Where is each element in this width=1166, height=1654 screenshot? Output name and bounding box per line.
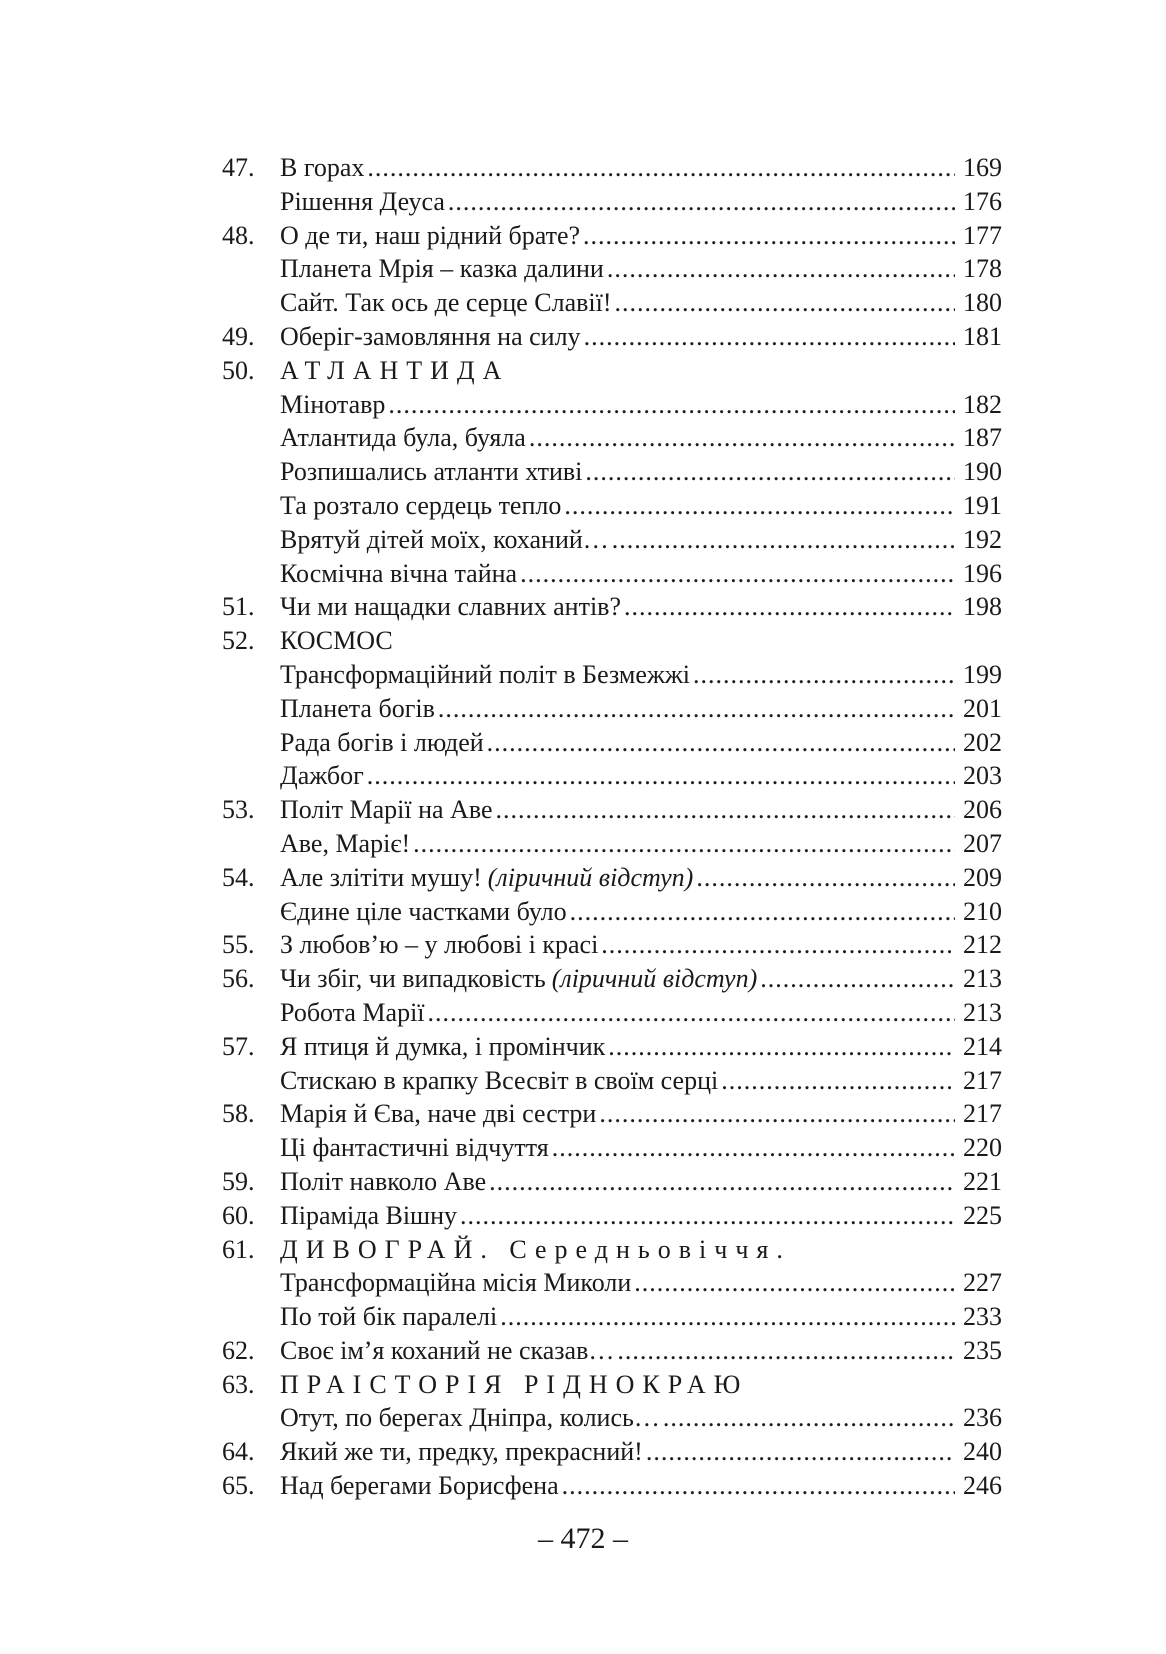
toc-leader-dots bbox=[388, 388, 955, 422]
toc-entry-title: Чи збіг, чи випадковість bbox=[280, 964, 546, 994]
toc-entry-title: З любов’ю – у любові і красі bbox=[280, 930, 599, 960]
toc-entry bbox=[222, 827, 1002, 861]
toc-leader-dots bbox=[696, 861, 955, 895]
toc-entry-title: Та розтало сердець тепло bbox=[280, 490, 562, 520]
toc-entry bbox=[222, 1469, 1002, 1503]
toc-entry bbox=[222, 354, 1002, 388]
toc-entry-title: Піраміда Вішну bbox=[280, 1200, 457, 1230]
toc-leader-dots bbox=[585, 455, 955, 489]
toc-entry-title: Трансформаційна місія Миколи bbox=[280, 1268, 632, 1298]
toc-entry-page: 225 bbox=[963, 1200, 1002, 1230]
toc-leader-dots bbox=[367, 151, 955, 185]
toc-entry bbox=[222, 219, 1002, 253]
toc-entry-page: 178 bbox=[963, 254, 1002, 284]
toc-entry-title: Політ навколо Аве bbox=[280, 1166, 487, 1196]
toc-leader-dots bbox=[520, 557, 955, 591]
toc-entry-page: 217 bbox=[963, 1099, 1002, 1129]
toc-entry-note: (ліричний відступ) bbox=[551, 964, 758, 994]
toc-entry-number: 47. bbox=[222, 153, 255, 182]
toc-entry bbox=[222, 320, 1002, 354]
toc-leader-dots bbox=[612, 523, 955, 557]
toc-entry-title: Дажбог bbox=[280, 761, 364, 791]
toc-entry-page: 213 bbox=[963, 964, 1002, 994]
toc-entry-page: 210 bbox=[963, 896, 1002, 926]
toc-leader-dots bbox=[615, 286, 955, 320]
toc-entry bbox=[222, 286, 1002, 320]
toc-entry-number: 59. bbox=[222, 1166, 255, 1196]
toc-entry bbox=[222, 624, 1002, 658]
toc-leader-dots bbox=[570, 895, 955, 929]
toc-entry-title: Я птиця й думка, і промінчик bbox=[280, 1031, 606, 1061]
toc-entry-page: 196 bbox=[963, 558, 1002, 588]
toc-leader-dots bbox=[601, 928, 955, 962]
toc-leader-dots bbox=[448, 185, 955, 219]
toc-entry-note: (ліричний відступ) bbox=[487, 862, 694, 892]
toc-entry bbox=[222, 489, 1002, 523]
toc-entry-page: 190 bbox=[963, 457, 1002, 487]
toc-leader-dots bbox=[617, 1334, 955, 1368]
toc-entry bbox=[222, 1131, 1002, 1165]
toc-entry bbox=[222, 185, 1002, 219]
toc-leader-dots bbox=[564, 489, 955, 523]
toc-entry bbox=[222, 590, 1002, 624]
toc-entry-title: Космічна вічна тайна bbox=[280, 558, 518, 588]
toc-leader-dots bbox=[428, 996, 955, 1030]
toc-entry-title: Робота Марії bbox=[280, 997, 425, 1027]
toc-entry-page: 206 bbox=[963, 795, 1002, 825]
toc-entry bbox=[222, 895, 1002, 929]
toc-entry-page: 213 bbox=[963, 997, 1002, 1027]
toc-entry-title: Аве, Маріє! bbox=[280, 828, 411, 858]
toc-entry-title: Рада богів і людей bbox=[280, 727, 484, 757]
toc-entry-title: Врятуй дітей моїх, коханий… bbox=[280, 524, 609, 554]
toc-entry-number: 51. bbox=[222, 592, 255, 622]
toc-entry-title: Єдине ціле частками було bbox=[280, 896, 567, 926]
toc-entry bbox=[222, 962, 1002, 996]
toc-entry-title: Отут, по берегах Дніпра, колись… bbox=[280, 1403, 660, 1433]
toc-entry-page: 203 bbox=[963, 761, 1002, 791]
toc-entry-page: 201 bbox=[963, 693, 1002, 723]
toc-entry-title: Чи ми нащадки славних антів? bbox=[280, 592, 621, 622]
toc-entry-page: 212 bbox=[963, 930, 1002, 960]
toc-leader-dots bbox=[460, 1199, 955, 1233]
toc-entry-number: 61. bbox=[222, 1234, 255, 1264]
toc-entry-title: Політ Марії на Аве bbox=[280, 795, 493, 825]
toc-entry-title: Але злітіти мушу! bbox=[280, 862, 482, 892]
toc-entry-page: 199 bbox=[963, 659, 1002, 689]
toc-entry-title: Над берегами Борисфена bbox=[280, 1471, 559, 1501]
toc-entry-page: 187 bbox=[963, 423, 1002, 453]
toc-entry-number: 58. bbox=[222, 1099, 255, 1129]
toc-entry-title: Сайт. Так ось де серце Славії! bbox=[280, 288, 612, 318]
toc-leader-dots bbox=[487, 726, 955, 760]
toc-entry-number: 57. bbox=[222, 1031, 255, 1061]
toc-leader-dots bbox=[693, 658, 955, 692]
toc-entry bbox=[222, 692, 1002, 726]
toc-entry-number: 56. bbox=[222, 964, 255, 994]
toc-entry-title: Планета богів bbox=[280, 693, 435, 723]
toc-entry-title: Атлантида була, буяла bbox=[280, 423, 526, 453]
toc-entry bbox=[222, 1097, 1002, 1131]
toc-entry bbox=[222, 455, 1002, 489]
toc-entry-number: 64. bbox=[222, 1437, 255, 1467]
toc-entry-page: 181 bbox=[963, 321, 1002, 351]
toc-entry-title: Марія й Єва, наче дві сестри bbox=[280, 1099, 597, 1129]
toc-leader-dots bbox=[624, 590, 955, 624]
table-of-contents bbox=[222, 151, 1002, 1503]
toc-entry bbox=[222, 658, 1002, 692]
toc-entry-title: О де ти, наш рідний брате? bbox=[280, 220, 581, 250]
toc-entry bbox=[222, 388, 1002, 422]
toc-entry-page: 176 bbox=[963, 186, 1002, 216]
toc-leader-dots bbox=[663, 1401, 955, 1435]
toc-entry-number: 53. bbox=[222, 795, 255, 825]
toc-entry bbox=[222, 1368, 1002, 1402]
toc-entry-page: 209 bbox=[963, 862, 1002, 892]
toc-entry-page: 198 bbox=[963, 592, 1002, 622]
toc-entry bbox=[222, 861, 1002, 895]
toc-leader-dots bbox=[634, 1266, 955, 1300]
toc-entry-page: 191 bbox=[963, 490, 1002, 520]
toc-entry bbox=[222, 1199, 1002, 1233]
toc-entry bbox=[222, 1233, 1002, 1267]
toc-entry-page: 207 bbox=[963, 828, 1002, 858]
toc-entry-title: Який же ти, предку, прекрасний! bbox=[280, 1437, 643, 1467]
toc-entry-page: 214 bbox=[963, 1031, 1002, 1061]
toc-entry bbox=[222, 252, 1002, 286]
toc-entry bbox=[222, 1334, 1002, 1368]
toc-entry-title: АТЛАНТИДА bbox=[280, 355, 510, 385]
toc-entry bbox=[222, 1435, 1002, 1469]
toc-entry-title: ПРАІСТОРІЯ РІДНОКРАЮ bbox=[280, 1369, 749, 1399]
toc-entry bbox=[222, 1300, 1002, 1334]
toc-entry bbox=[222, 1266, 1002, 1300]
toc-entry-title: Своє ім’я коханий не сказав… bbox=[280, 1335, 615, 1365]
toc-entry-number: 63. bbox=[222, 1369, 255, 1399]
toc-entry-title: Мінотавр bbox=[280, 389, 386, 419]
toc-entry-number: 49. bbox=[222, 321, 255, 351]
toc-entry-page: 236 bbox=[963, 1403, 1002, 1433]
toc-entry-page: 177 bbox=[963, 220, 1002, 250]
toc-entry-title: В горах bbox=[280, 153, 365, 182]
toc-leader-dots bbox=[529, 421, 955, 455]
toc-entry-number: 65. bbox=[222, 1471, 255, 1501]
toc-entry-title: Стискаю в крапку Всесвіт в своїм серці bbox=[280, 1065, 719, 1095]
toc-entry-page: 221 bbox=[963, 1166, 1002, 1196]
toc-leader-dots bbox=[583, 219, 955, 253]
toc-leader-dots bbox=[599, 1097, 955, 1131]
toc-leader-dots bbox=[760, 962, 955, 996]
toc-entry bbox=[222, 523, 1002, 557]
toc-entry bbox=[222, 1165, 1002, 1199]
toc-leader-dots bbox=[584, 320, 955, 354]
toc-entry bbox=[222, 793, 1002, 827]
page-number: – 472 – bbox=[538, 1522, 628, 1555]
toc-entry-page: 240 bbox=[963, 1437, 1002, 1467]
toc-entry-title: По той бік паралелі bbox=[280, 1302, 498, 1332]
toc-entry-page: 227 bbox=[963, 1268, 1002, 1298]
toc-entry-page: 233 bbox=[963, 1302, 1002, 1332]
toc-entry bbox=[222, 421, 1002, 455]
toc-entry-page: 180 bbox=[963, 288, 1002, 318]
toc-leader-dots bbox=[367, 759, 955, 793]
toc-leader-dots bbox=[413, 827, 955, 861]
toc-leader-dots bbox=[438, 692, 955, 726]
toc-entry-number: 54. bbox=[222, 862, 255, 892]
toc-entry-title: Рішення Деуса bbox=[280, 186, 445, 216]
toc-leader-dots bbox=[721, 1064, 955, 1098]
toc-entry bbox=[222, 1064, 1002, 1098]
toc-entry bbox=[222, 759, 1002, 793]
toc-leader-dots bbox=[607, 252, 955, 286]
toc-entry-title: Планета Мрія – казка далини bbox=[280, 254, 604, 284]
toc-entry-title: КОСМОС bbox=[280, 626, 393, 656]
toc-entry-page: 217 bbox=[963, 1065, 1002, 1095]
toc-entry bbox=[222, 928, 1002, 962]
toc-leader-dots bbox=[552, 1131, 955, 1165]
toc-entry bbox=[222, 1030, 1002, 1064]
toc-entry-title: ДИВОГРАЙ. Середньовіччя. bbox=[280, 1234, 791, 1264]
toc-leader-dots bbox=[500, 1300, 955, 1334]
toc-entry bbox=[222, 726, 1002, 760]
toc-entry-title: Трансформаційний політ в Безмежжі bbox=[280, 659, 691, 689]
toc-entry-number: 62. bbox=[222, 1335, 255, 1365]
toc-entry-title: Оберіг-замовляння на силу bbox=[280, 321, 581, 351]
toc-entry-number: 52. bbox=[222, 626, 255, 656]
toc-leader-dots bbox=[646, 1435, 955, 1469]
toc-entry bbox=[222, 1401, 1002, 1435]
toc-entry bbox=[222, 557, 1002, 591]
toc-entry-page: 202 bbox=[963, 727, 1002, 757]
toc-entry bbox=[222, 996, 1002, 1030]
toc-entry-page: 235 bbox=[963, 1335, 1002, 1365]
toc-leader-dots bbox=[489, 1165, 955, 1199]
toc-entry-number: 60. bbox=[222, 1200, 255, 1230]
toc-entry-title: Ці фантастичні відчуття bbox=[280, 1133, 549, 1163]
toc-entry-title: Розпишались атланти хтиві bbox=[280, 457, 583, 487]
toc-entry-number: 48. bbox=[222, 220, 255, 250]
toc-leader-dots bbox=[562, 1469, 955, 1503]
toc-entry-page: 192 bbox=[963, 524, 1002, 554]
toc-entry-page: 220 bbox=[963, 1133, 1002, 1163]
toc-leader-dots bbox=[608, 1030, 955, 1064]
toc-entry-number: 50. bbox=[222, 355, 255, 385]
toc-entry-page: 169 bbox=[963, 153, 1002, 182]
toc-entry-page: 246 bbox=[963, 1471, 1002, 1501]
toc-entry-number: 55. bbox=[222, 930, 255, 960]
toc-entry-page: 182 bbox=[963, 389, 1002, 419]
toc-leader-dots bbox=[496, 793, 956, 827]
toc-entry bbox=[222, 151, 1002, 185]
